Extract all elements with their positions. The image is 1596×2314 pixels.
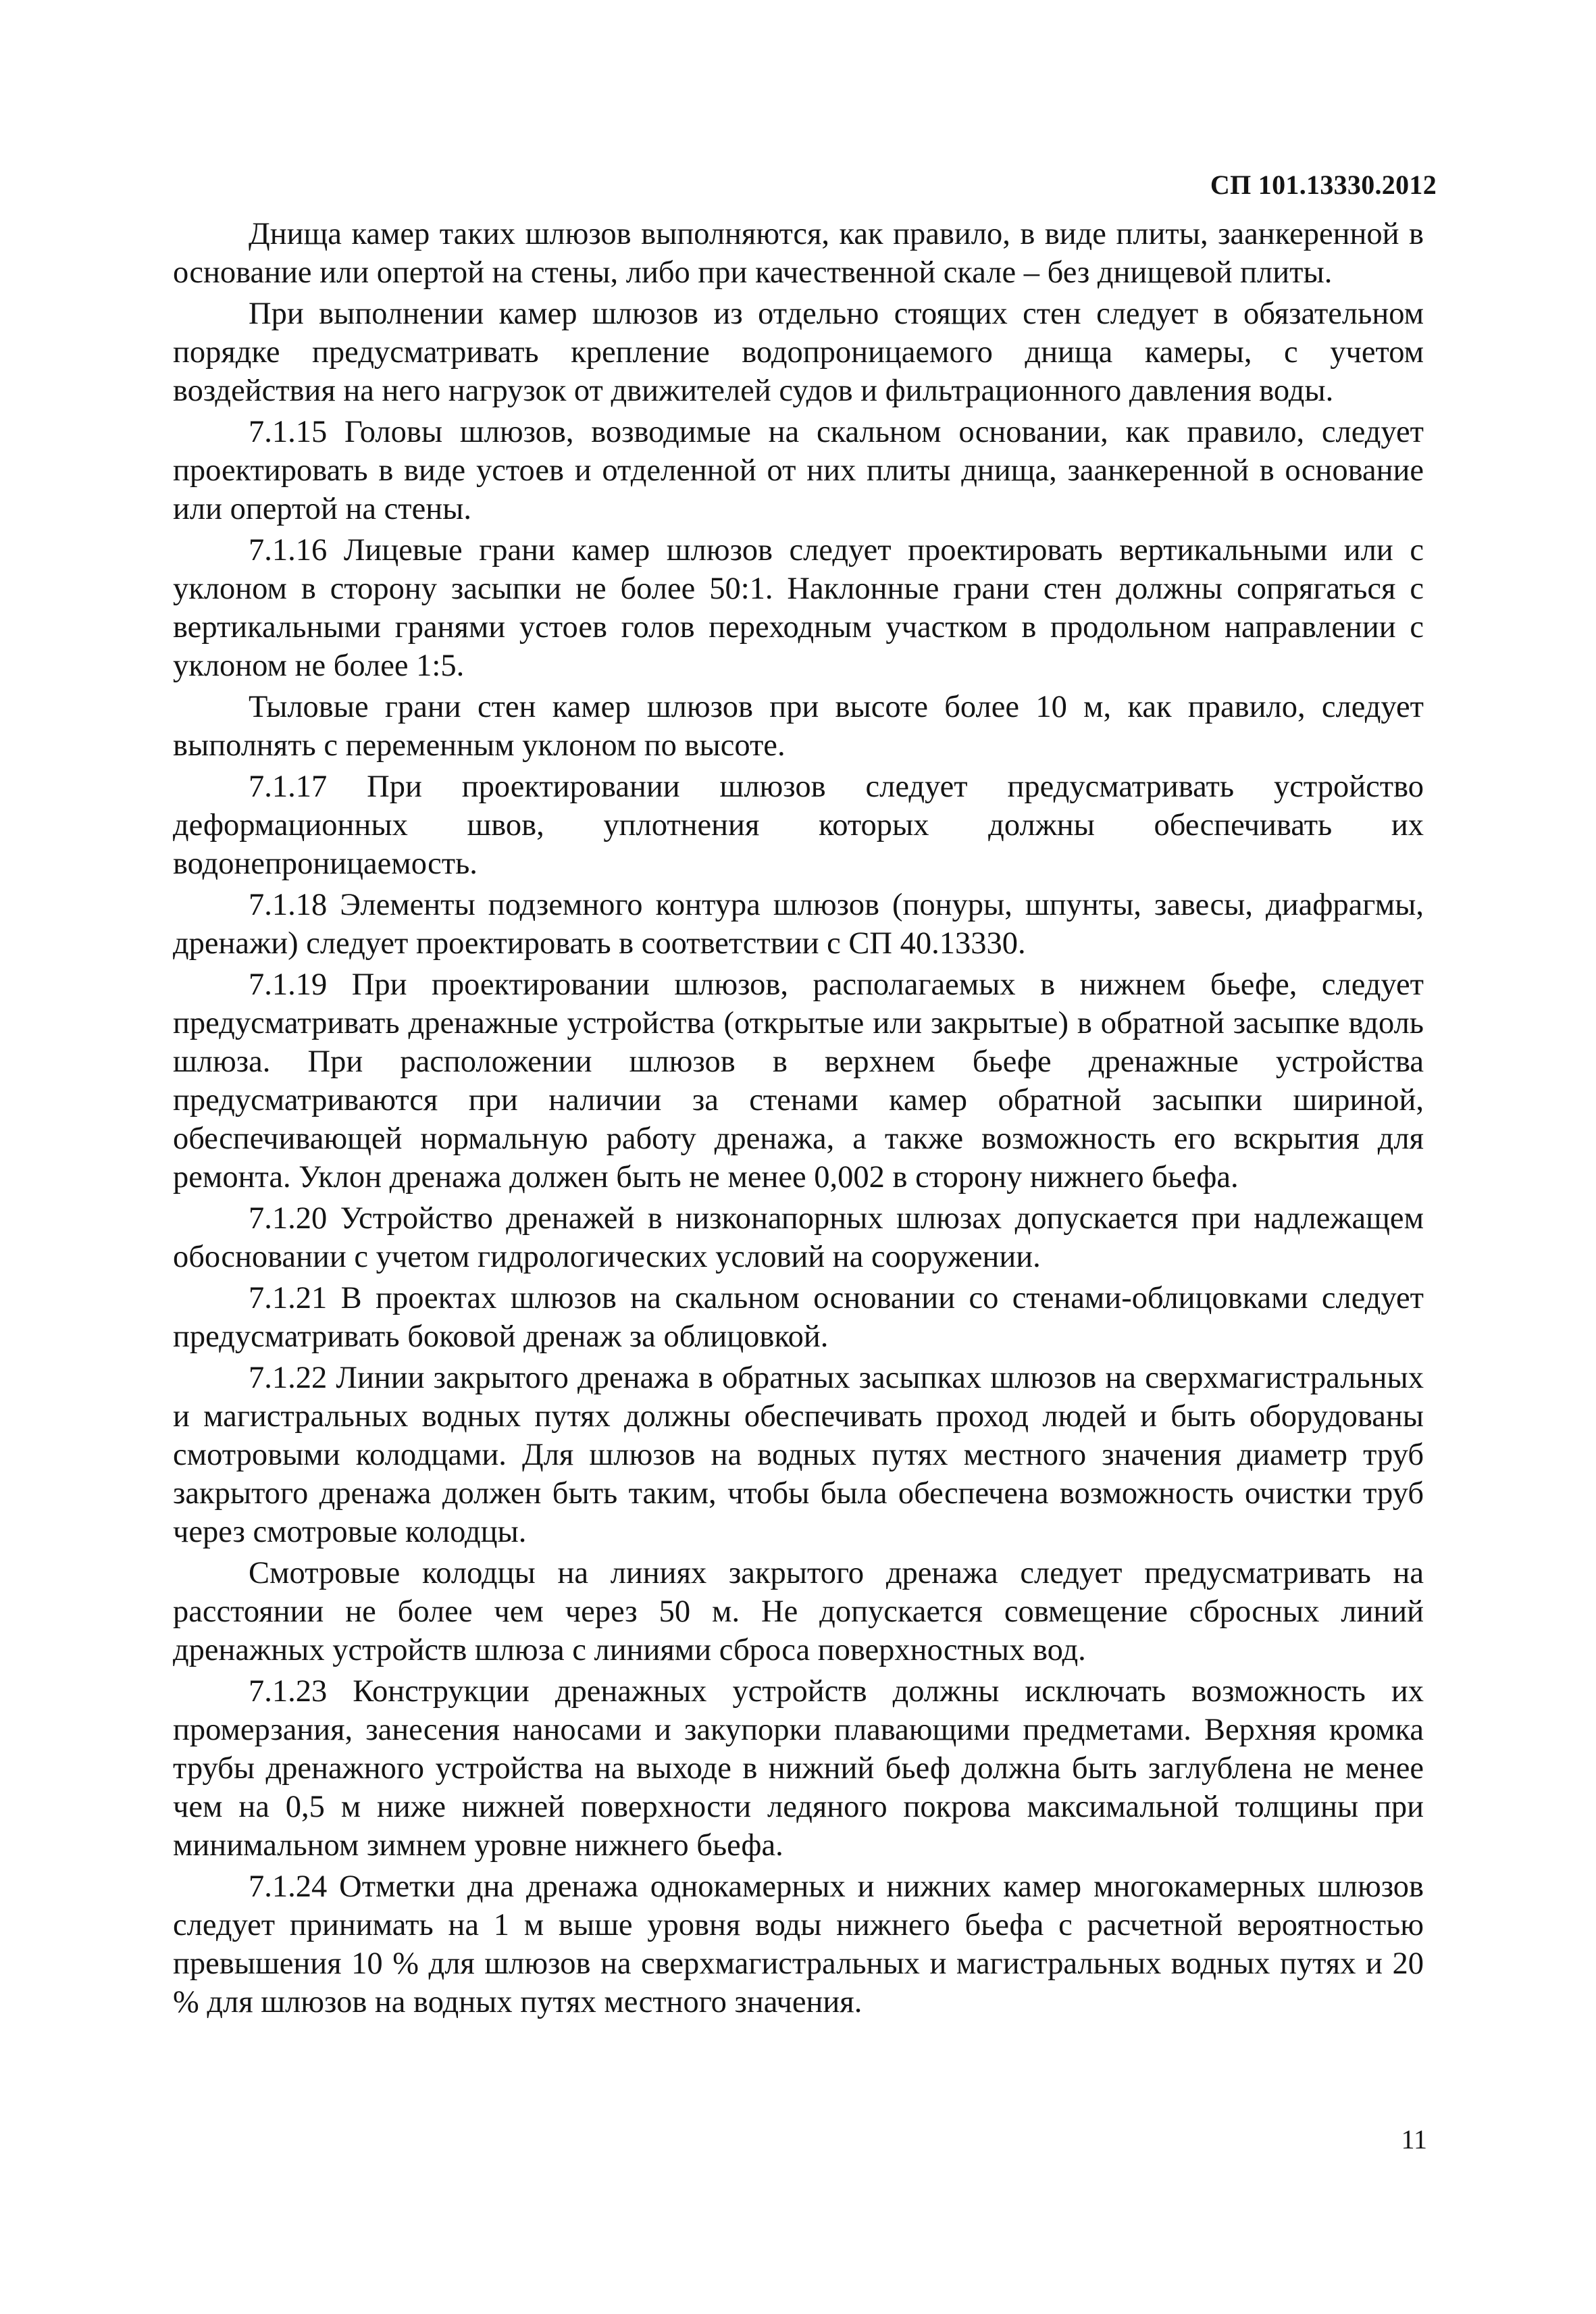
paragraph: 7.1.16 Лицевые грани камер шлюзов следует проектировать вертикальными или с уклоном в сторону засыпки не более 50:1. Наклонные грани стен должны сопрягаться с вертикальными гранями устоев голов переходным участком в продольном направлении с уклоном не более 1:5. xyxy=(173,533,1424,683)
paragraph: 7.1.15 Головы шлюзов, возводимые на скальном основании, как правило, следует проектировать в виде устоев и отделенной от них плиты днища, заанкеренной в основание или опертой на стены. xyxy=(173,415,1424,526)
paragraph: 7.1.18 Элементы подземного контура шлюзов (понуры, шпунты, завесы, диафрагмы, дренажи) следует проектировать в соответствии с СП 40.13330. xyxy=(173,888,1424,961)
paragraph: 7.1.20 Устройство дренажей в низконапорных шлюзах допускается при надлежащем обосновании с учетом гидрологических условий на сооружении. xyxy=(173,1201,1424,1274)
paragraph: При выполнении камер шлюзов из отдельно стоящих стен следует в обязательном порядке предусматривать крепление водопроницаемого днища камеры, с учетом воздействия на него нагрузок от движителей судов и фильтрационного давления воды. xyxy=(173,297,1424,408)
document-code: СП 101.13330.2012 xyxy=(1210,170,1437,200)
paragraph: 7.1.22 Линии закрытого дренажа в обратных засыпках шлюзов на сверхмагистральных и магистральных водных путях должны обеспечивать проход людей и быть оборудованы смотровыми колодцами. Для шлюзов на водных путях местного значения диаметр труб закрытого дренажа должен быть таким, чтобы была обеспечена возможность очистки труб через смотровые колодцы. xyxy=(173,1361,1424,1549)
paragraph: 7.1.23 Конструкции дренажных устройств должны исключать возможность их промерзания, занесения наносами и закупорки плавающими предметами. Верхняя кромка трубы дренажного устройства на выходе в нижний бьеф должна быть заглублена не менее чем на 0,5 м ниже нижней поверхности ледяного покрова максимальной толщины при минимальном зимнем уровне нижнего бьефа. xyxy=(173,1674,1424,1863)
body-text xyxy=(173,215,1424,2024)
paragraph: 7.1.19 При проектировании шлюзов, располагаемых в нижнем бьефе, следует предусматривать дренажные устройства (открытые или закрытые) в обратной засыпке вдоль шлюза. При расположении шлюзов в верхнем бьефе дренажные устройства предусматриваются при наличии за стенами камер обратной засыпки шириной, обеспечивающей нормальную работу дренажа, а также возможность его вскрытия для ремонта. Уклон дренажа должен быть не менее 0,002 в сторону нижнего бьефа. xyxy=(173,967,1424,1194)
paragraph: Тыловые грани стен камер шлюзов при высоте более 10 м, как правило, следует выполнять с переменным уклоном по высоте. xyxy=(173,690,1424,763)
paragraph: Смотровые колодцы на линиях закрытого дренажа следует предусматривать на расстоянии не более чем через 50 м. Не допускается совмещение сбросных линий дренажных устройств шлюза с линиями сброса поверхностных вод. xyxy=(173,1556,1424,1667)
paragraph: 7.1.24 Отметки дна дренажа однокамерных и нижних камер многокамерных шлюзов следует принимать на 1 м выше уровня воды нижнего бьефа с расчетной вероятностью превышения 10 % для шлюзов на сверхмагистральных и магистральных водных путях и 20 % для шлюзов на водных путях местного значения. xyxy=(173,1869,1424,2019)
page-number: 11 xyxy=(1401,2124,1427,2155)
paragraph: 7.1.21 В проектах шлюзов на скальном основании со стенами-облицовками следует предусматривать боковой дренаж за облицовкой. xyxy=(173,1281,1424,1354)
paragraph: Днища камер таких шлюзов выполняются, как правило, в виде плиты, заанкеренной в основание или опертой на стены, либо при качественной скале – без днищевой плиты. xyxy=(173,217,1424,290)
paragraph: 7.1.17 При проектировании шлюзов следует предусматривать устройство деформационных швов, уплотнения которых должны обеспечивать их водонепроницаемость. xyxy=(173,770,1424,881)
